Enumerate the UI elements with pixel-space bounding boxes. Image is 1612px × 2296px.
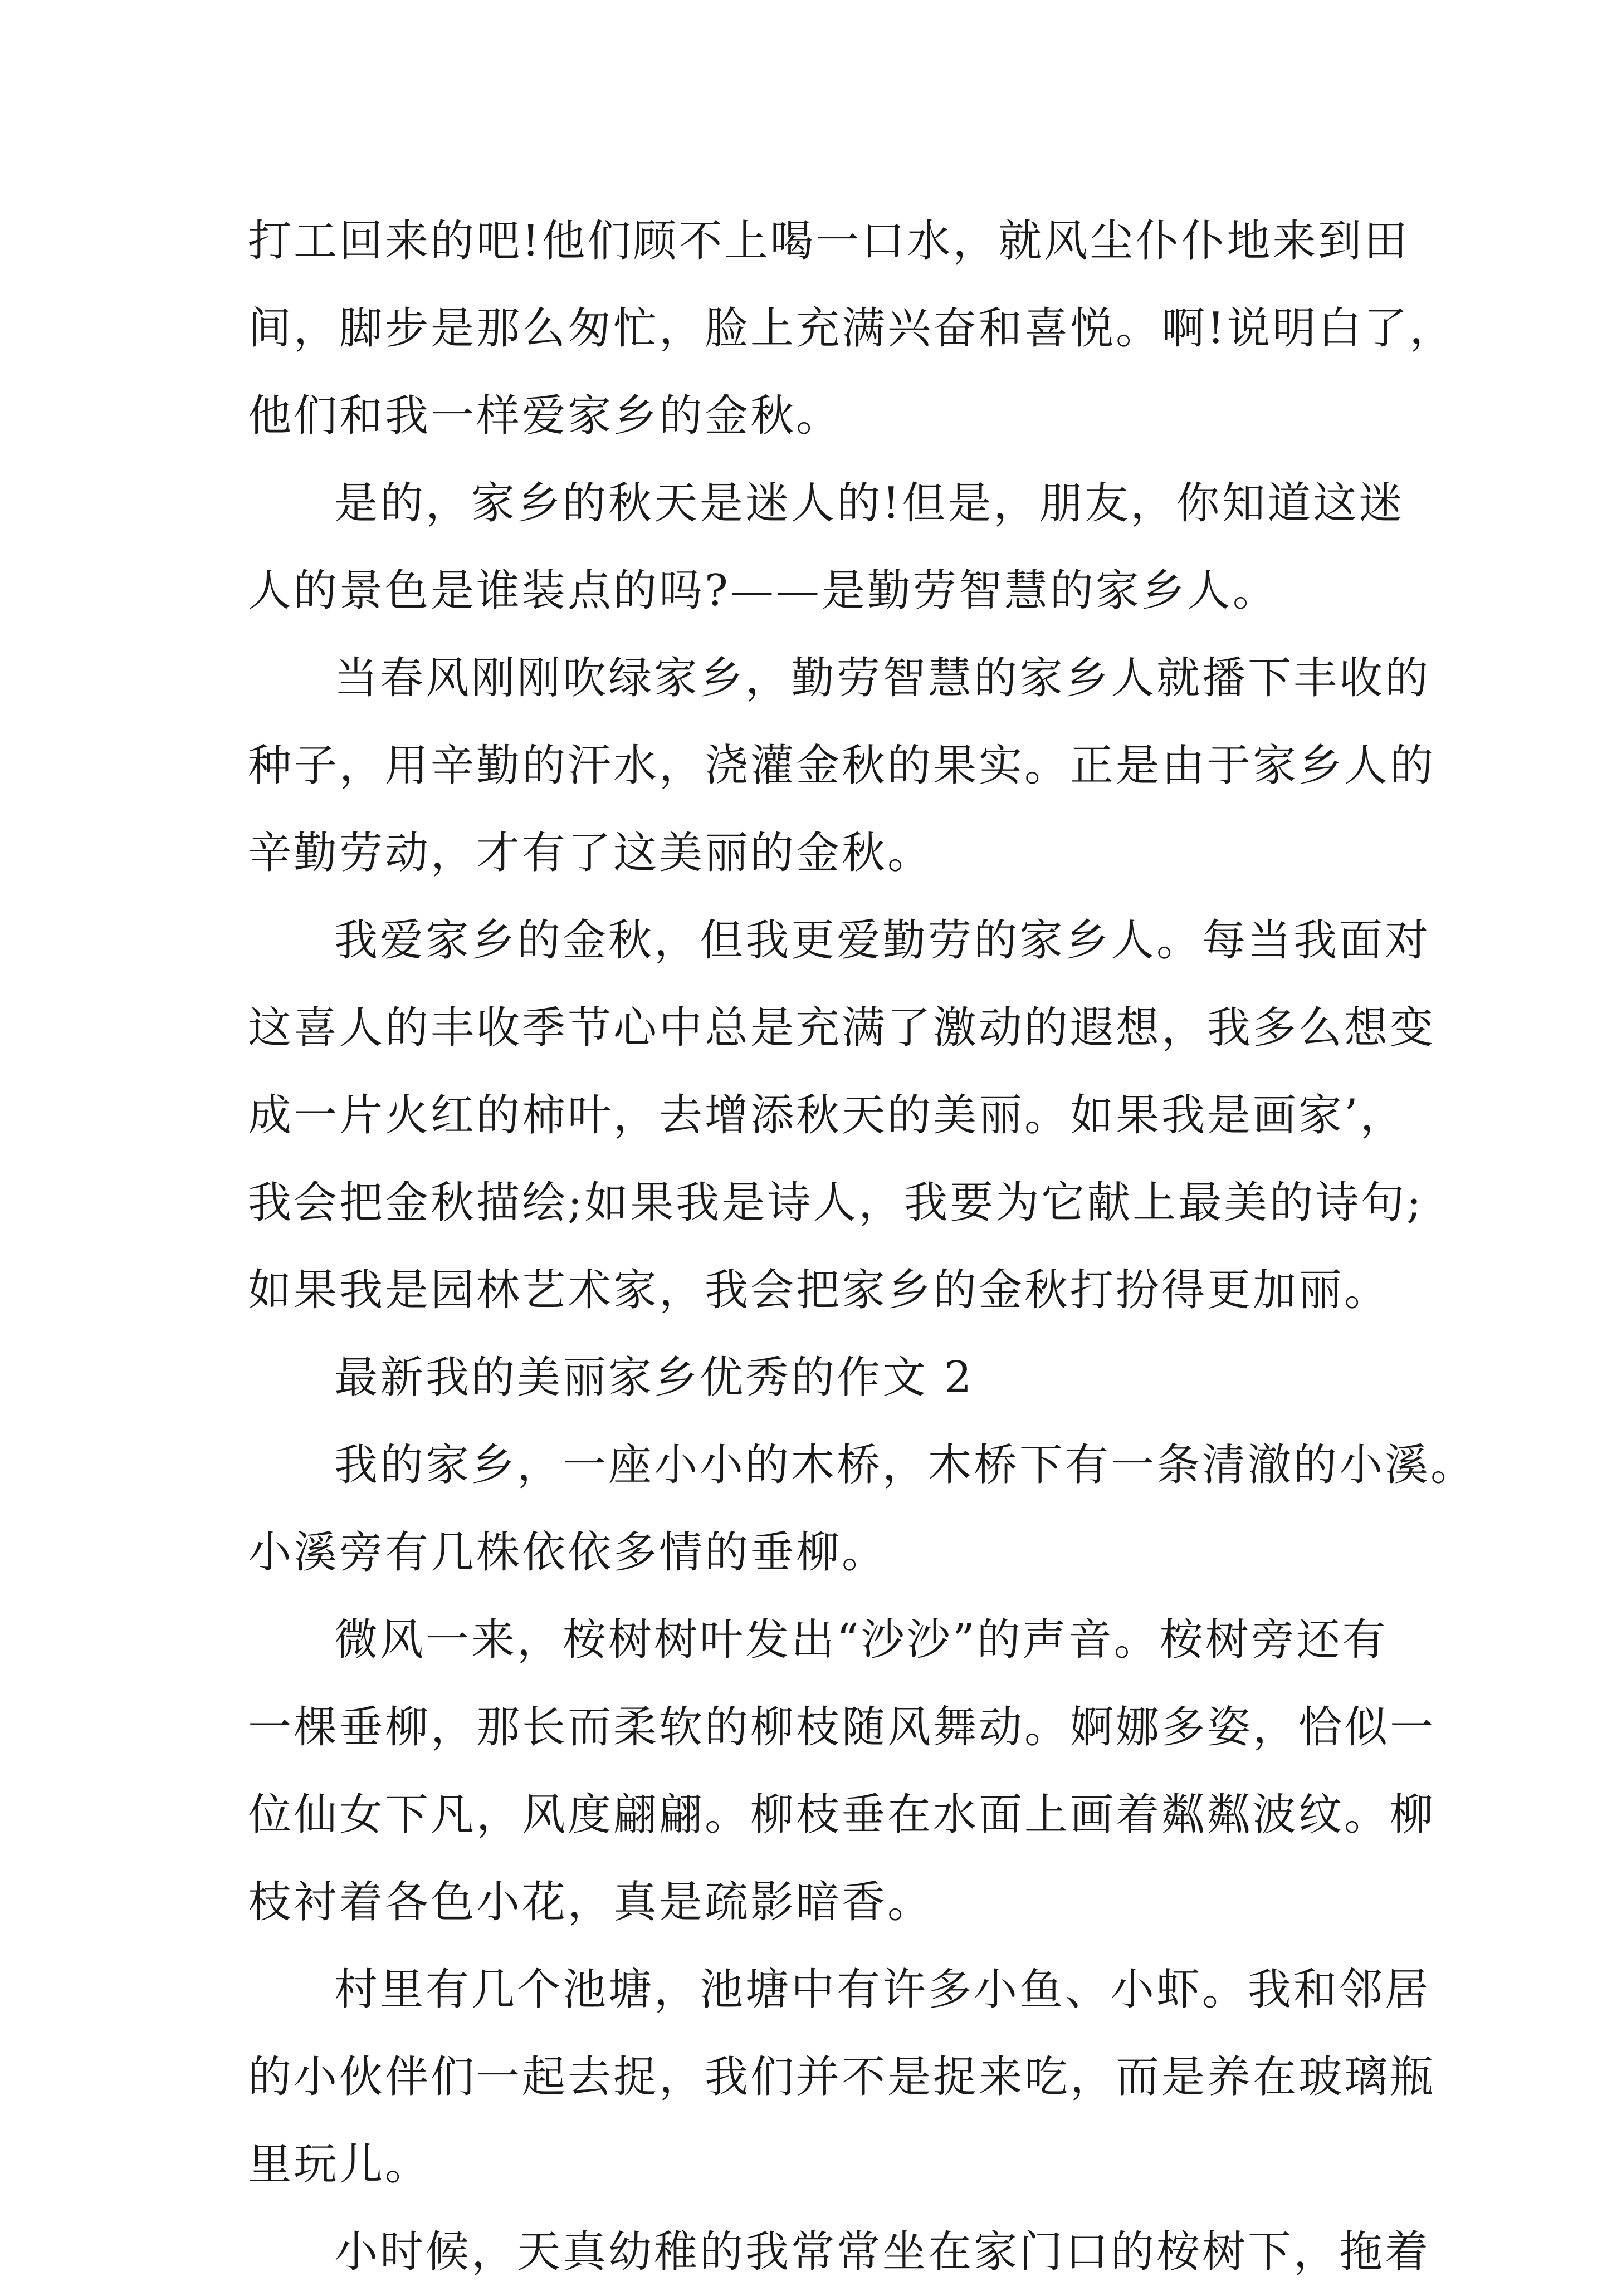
text-line: 他们和我一样爱家乡的金秋。 (248, 391, 842, 441)
text-line: 小溪旁有几株依依多情的垂柳。 (248, 1528, 888, 1578)
text-line: 一棵垂柳，那长而柔软的柳枝随风舞动。婀娜多姿，恰似一 (248, 1702, 1436, 1752)
text-line: 位仙女下凡，风度翩翩。柳枝垂在水面上画着粼粼波纹。柳 (248, 1790, 1436, 1840)
text-line: 打工回来的吧!他们顾不上喝一口水，就风尘仆仆地来到田 (248, 216, 1410, 266)
text-line-paragraph-start: 当春风刚刚吹绿家乡，勤劳智慧的家乡人就播下丰收的 (334, 653, 1431, 703)
text-line-paragraph-start: 微风一来，桉树树叶发出“沙沙”的声音。桉树旁还有 (334, 1615, 1388, 1665)
text-line: 我会把金秋描绘;如果我是诗人，我要为它献上最美的诗句; (248, 1178, 1424, 1228)
text-line: 种子，用辛勤的汗水，浇灌金秋的果实。正是由于家乡人的 (248, 741, 1436, 791)
text-line-paragraph-start: 村里有几个池塘，池塘中有许多小鱼、小虾。我和邻居 (334, 1965, 1431, 2015)
text-line-paragraph-start: 小时候，天真幼稚的我常常坐在家门口的桉树下，拖着 (334, 2227, 1431, 2277)
text-line: 里玩儿。 (248, 2140, 431, 2190)
text-line: 成一片火红的柿叶，去增添秋天的美丽。如果我是画家’， (248, 1090, 1406, 1140)
text-line: 如果我是园林艺术家，我会把家乡的金秋打扮得更加丽。 (248, 1265, 1390, 1315)
document-body (248, 198, 1477, 2296)
text-line: 辛勤劳动，才有了这美丽的金秋。 (248, 828, 934, 878)
text-line: 的小伙伴们一起去捉，我们并不是捉来吃，而是养在玻璃瓶 (248, 2052, 1436, 2102)
text-line: 枝衬着各色小花，真是疏影暗香。 (248, 1877, 934, 1927)
text-line-paragraph-start: 我爱家乡的金秋，但我更爱勤劳的家乡人。每当我面对 (334, 916, 1431, 966)
text-line: 人的景色是谁装点的吗?——是勤劳智慧的家乡人。 (248, 566, 1278, 616)
text-line-paragraph-start: 我的家乡，一座小小的木桥，木桥下有一条清澈的小溪。 (334, 1440, 1477, 1490)
text-line: 这喜人的丰收季节心中总是充满了激动的遐想，我多么想变 (248, 1003, 1436, 1053)
text-line-paragraph-start: 是的，家乡的秋天是迷人的!但是，朋友，你知道这迷 (334, 478, 1405, 528)
section-heading: 最新我的美丽家乡优秀的作文 2 (334, 1353, 974, 1403)
text-line: 间，脚步是那么匆忙，脸上充满兴奋和喜悦。啊!说明白了， (248, 303, 1455, 354)
